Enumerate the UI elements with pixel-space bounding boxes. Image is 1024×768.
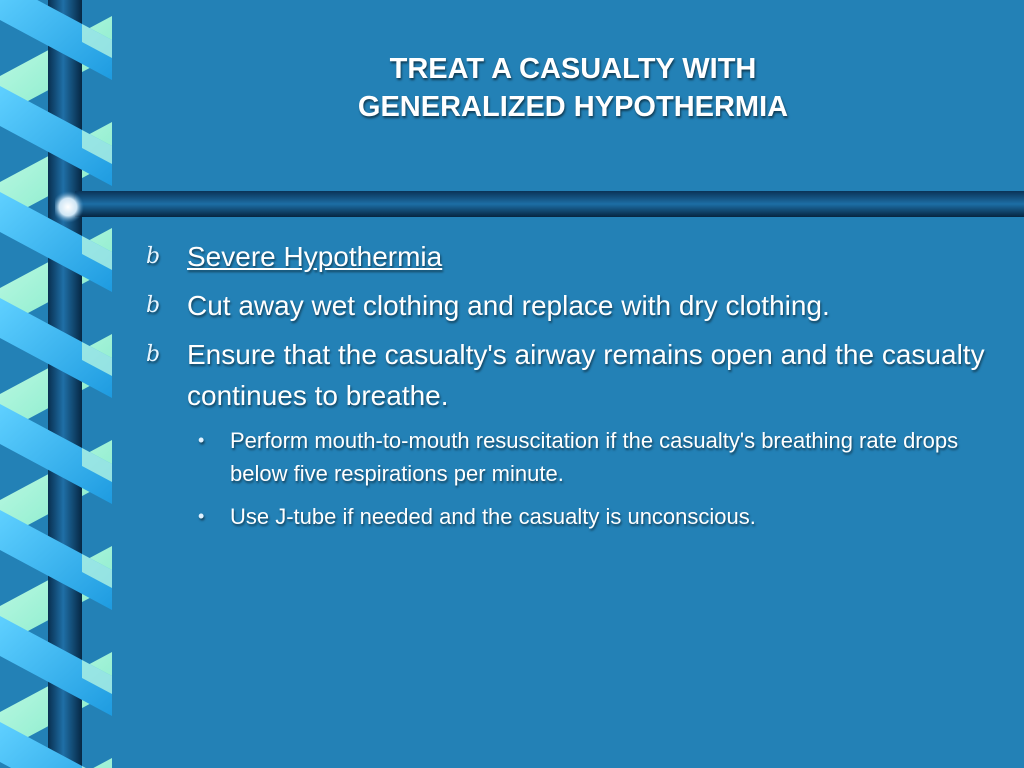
bullet-icon: b bbox=[146, 342, 161, 367]
sub-bullet-icon: • bbox=[198, 506, 205, 526]
bullet-item bbox=[140, 236, 1000, 277]
bullet-text: Cut away wet clothing and replace with dry clothing. bbox=[187, 290, 830, 321]
sub-bullet-list bbox=[140, 424, 1000, 533]
sub-bullet-item bbox=[140, 424, 1000, 490]
sub-bullet-icon: • bbox=[198, 430, 205, 450]
sub-bullet-text: Perform mouth-to-mouth resuscitation if the casualty's breathing rate drops below five respirations per minute. bbox=[230, 428, 959, 486]
title-line-1: TREAT A CASUALTY WITH bbox=[389, 53, 757, 85]
left-ribbon-decoration bbox=[0, 0, 115, 768]
bullet-list bbox=[140, 236, 1000, 543]
bullet-item bbox=[140, 334, 1000, 416]
sub-bullet-group bbox=[140, 424, 1000, 533]
sub-bullet-text: Use J-tube if needed and the casualty is unconscious. bbox=[230, 504, 756, 529]
bullet-text: Severe Hypothermia bbox=[187, 241, 443, 272]
bullet-icon: b bbox=[146, 293, 161, 318]
bullet-text: Ensure that the casualty's airway remains open and the casualty continues to breathe. bbox=[187, 339, 985, 411]
title-line-2: GENERALIZED HYPOTHERMIA bbox=[357, 91, 789, 123]
bullet-item bbox=[140, 285, 1000, 326]
slide-title bbox=[200, 50, 946, 126]
bullet-icon: b bbox=[146, 244, 161, 269]
sub-bullet-item bbox=[140, 500, 1000, 533]
